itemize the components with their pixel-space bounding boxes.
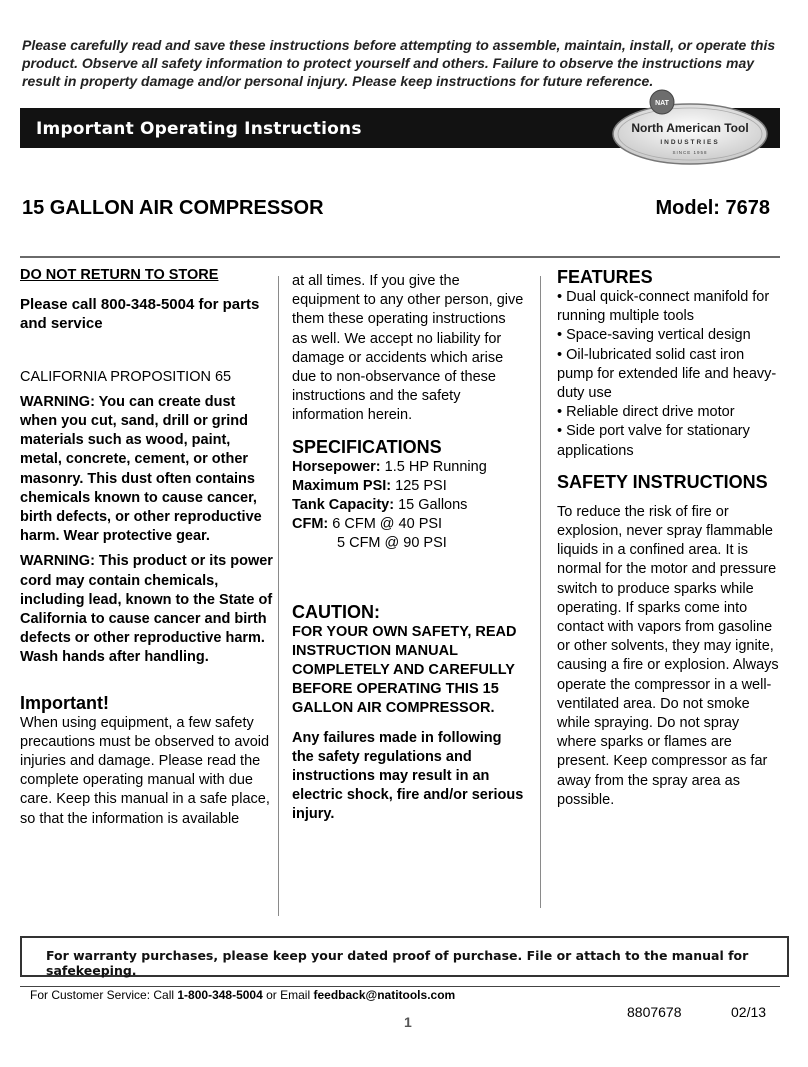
warranty-notice (20, 936, 789, 977)
company-logo (610, 88, 770, 166)
column-right (557, 266, 779, 810)
feature-item: • Oil-lubricated solid cast iron pump for extended life and heavy-duty use (557, 346, 777, 402)
column-divider-1 (278, 276, 279, 916)
logo-line1: North American Tool (631, 121, 749, 135)
document-code: 8807678 (627, 1004, 682, 1020)
logo-badge: NAT (655, 100, 669, 107)
document-date: 02/13 (731, 1004, 767, 1020)
header-divider (20, 256, 780, 258)
warranty-text: For warranty purchases, please keep your dated proof of purchase. File or attach to the manual for safekeeping. (46, 948, 749, 978)
important-heading: Important! (20, 692, 109, 713)
title-row (22, 197, 770, 225)
spec-cfm: CFM: 6 CFM @ 40 PSI (292, 515, 443, 532)
continued-text: at all times. If you give the equipment to any other person, give them these operating instructions as well. We accept no liability for damage or accidents which arise due to non-observance of these instructions and the safety information herein. (292, 273, 524, 424)
model-number: Model: 7678 (655, 197, 770, 219)
feature-item: • Dual quick-connect manifold for running multiple tools (557, 289, 770, 325)
product-title: 15 GALLON AIR COMPRESSOR (22, 197, 324, 219)
parts-service-call: Please call 800-348-5004 for parts and service (20, 296, 260, 333)
spec-tank-capacity: Tank Capacity: 15 Gallons (292, 496, 468, 513)
intro-notice: Please carefully read and save these instructions before attempting to assemble, maintain, install, or operate this product. Observe all safety information to protect yourself and others. Failure to observe the instructions may result in property damage and/or personal injury. Please keep instructions for future reference. (22, 37, 776, 89)
feature-item: • Space-saving vertical design (557, 327, 751, 344)
feature-item: • Side port valve for stationary applications (557, 423, 750, 459)
safety-text: To reduce the risk of fire or explosion, never spray flammable liquids in a confined area. It is normal for the motor and pressure switch to produce sparks while operating. If sparks come into contact with vapors from gasoline or other solvents, they may ignite, causing a fire or explosion. Always operate the compressor in a well-ventilated area. Do not smoke while spraying. Do not spray where sparks or flames are present. Keep compressor as far away from the spray area as possible. (557, 503, 779, 808)
warning-dust: WARNING: You can create dust when you cut, sand, drill or grind materials such as wood, paint, metal, concrete, cement, or other masonry. This dust often contains chemicals known to cause cancer, birth defects, or other reproductive harm. Wear protective gear. (20, 393, 262, 545)
features-heading: FEATURES (557, 267, 653, 287)
spec-horsepower: Horsepower: 1.5 HP Running (292, 458, 487, 475)
important-text: When using equipment, a few safety precautions must be observed to avoid injuries and damage. Please read the complete operating manual with due care. Keep this manual in a safe place, so that the information is available (20, 714, 270, 827)
column-left (20, 266, 275, 829)
do-not-return-heading: DO NOT RETURN TO STORE (20, 267, 219, 283)
logo-line2: INDUSTRIES (660, 139, 720, 146)
page-number: 1 (404, 1014, 412, 1030)
footer-divider (20, 986, 780, 987)
logo-line3: SINCE 1958 (672, 150, 708, 155)
warning-lead: WARNING: This product or its power cord may contain chemicals, including lead, known to the State of California to cause cancer and birth defects or other reproductive harm. Wash hands after handling. (20, 553, 273, 666)
specifications-heading: SPECIFICATIONS (292, 436, 442, 457)
logo-emblem-icon (610, 88, 770, 166)
caution-text: FOR YOUR OWN SAFETY, READ INSTRUCTION MANUAL COMPLETELY AND CAREFULLY BEFORE OPERATING THIS 15 GALLON AIR COMPRESSOR. (292, 623, 517, 717)
feature-item: • Reliable direct drive motor (557, 404, 735, 421)
failure-text: Any failures made in following the safety regulations and instructions may result in an electric shock, fire and/or serious injury. (292, 729, 524, 823)
service-email: feedback@natitools.com (313, 988, 456, 1002)
prop65-heading: CALIFORNIA PROPOSITION 65 (20, 368, 232, 385)
service-phone: 1-800-348-5004 (177, 988, 263, 1002)
column-divider-2 (540, 276, 541, 908)
safety-heading: SAFETY INSTRUCTIONS (557, 471, 768, 492)
column-middle (292, 272, 524, 825)
customer-service-line: For Customer Service: Call 1-800-348-5004 or Email feedback@natitools.com (30, 988, 456, 1002)
caution-heading: CAUTION: (292, 601, 380, 622)
banner-title: Important Operating Instructions (36, 119, 362, 139)
spec-cfm-second: 5 CFM @ 90 PSI (337, 534, 447, 551)
spec-max-psi: Maximum PSI: 125 PSI (292, 477, 447, 494)
